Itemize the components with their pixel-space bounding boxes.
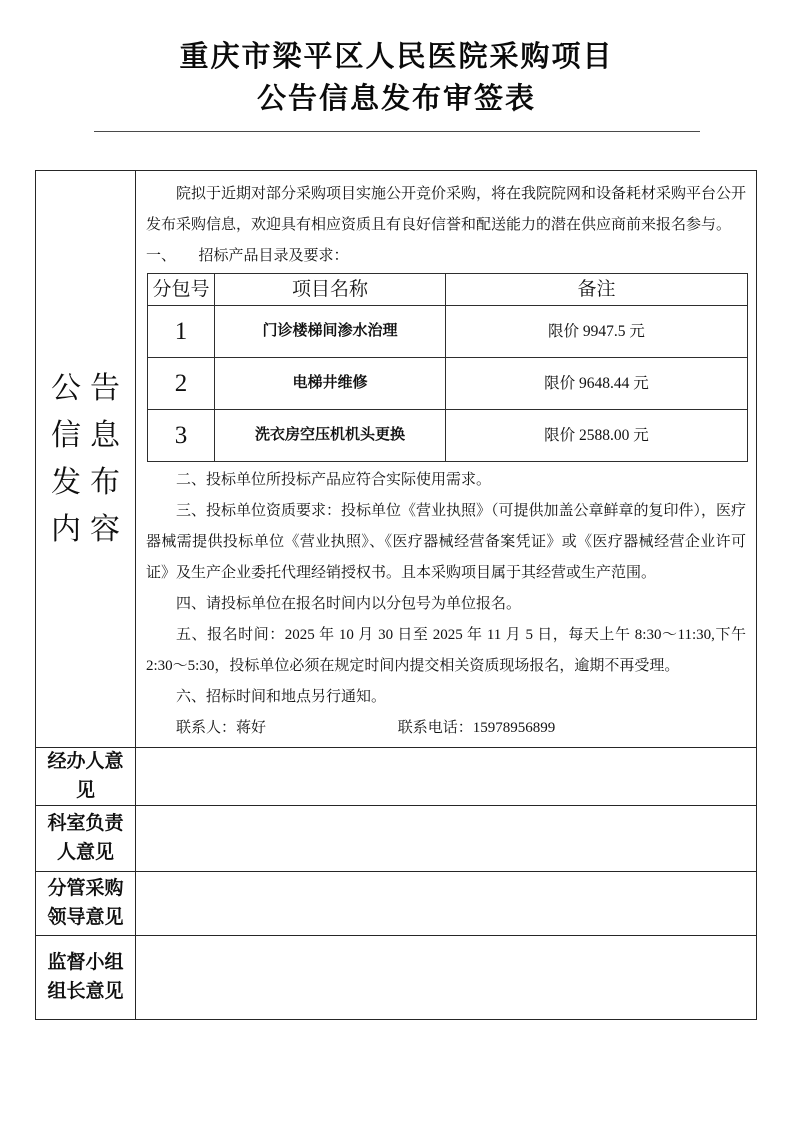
content-label (37, 365, 134, 553)
signature-label-supervision-group: 监督小组组长意见 (36, 936, 136, 1020)
project-name: 电梯井维修 (215, 358, 446, 410)
project-name: 门诊楼梯间渗水治理 (215, 306, 446, 358)
title-underline (94, 131, 700, 132)
signature-row-supervision-group (36, 936, 757, 1020)
title-line-2: 公告信息发布审签表 (256, 83, 536, 115)
signature-row-department-head (36, 806, 757, 872)
content-label-line: 发布 (51, 466, 129, 499)
signature-row-procurement-leader (36, 872, 757, 936)
column-header-project-name: 项目名称 (215, 274, 446, 306)
content-row (36, 171, 757, 748)
package-no: 3 (148, 410, 215, 462)
signature-label-procurement-leader: 分管采购领导意见 (36, 872, 136, 936)
project-name: 洗衣房空压机机头更换 (215, 410, 446, 462)
content-label-line: 信息 (51, 419, 129, 452)
intro-paragraph: 院拟于近期对部分采购项目实施公开竞价采购，将在我院院网和设备耗材采购平台公开发布采购信息，欢迎具有相应资质且有良好信誉和配送能力的潜在供应商前来报名参与。 (146, 186, 747, 233)
signature-space-supervision-group (136, 936, 757, 1020)
signature-space-procurement-leader (136, 872, 757, 936)
table-row (148, 306, 748, 358)
remark: 限价 9648.44 元 (446, 358, 748, 410)
content-label-cell (36, 171, 136, 748)
requirement-paragraph-6: 六、招标时间和地点另行通知。 (176, 689, 387, 705)
signature-row-handler (36, 748, 757, 806)
product-table-header-row (148, 274, 748, 306)
remark: 限价 9947.5 元 (446, 306, 748, 358)
package-no: 2 (148, 358, 215, 410)
contact-phone: 联系电话：15978956899 (397, 720, 556, 736)
title-line-1: 重庆市梁平区人民医院采购项目 (179, 41, 614, 73)
signature-space-handler (136, 748, 757, 806)
signature-label-handler: 经办人意见 (36, 748, 136, 806)
package-no: 1 (148, 306, 215, 358)
document-title (0, 0, 793, 120)
requirement-paragraph-4: 四、请投标单位在报名时间内以分包号为单位报名。 (176, 596, 522, 612)
requirement-paragraph-5: 五、报名时间：2025 年 10 月 30 日至 2025 年 11 月 5 日，每天上午 8:30～11:30,下午 2:30～5:30，投标单位必须在规定时间内提交相关资质现场报名，逾期不再受理。 (146, 627, 746, 674)
signature-space-department-head (136, 806, 757, 872)
requirement-paragraph-3: 三、投标单位资质要求：投标单位《营业执照》（可提供加盖公章鲜章的复印件），医疗器械需提供投标单位《营业执照》、《医疗器械经营备案凭证》或《医疗器械经营企业许可证》及生产企业委托代理经销授权书。且本采购项目属于其经营或生产范围。 (146, 503, 747, 581)
product-table (147, 273, 748, 462)
announcement-content-cell (136, 171, 757, 748)
column-header-remark: 备注 (446, 274, 748, 306)
table-row (148, 358, 748, 410)
approval-form-table (35, 170, 757, 1020)
table-row (148, 410, 748, 462)
remark: 限价 2588.00 元 (446, 410, 748, 462)
catalog-heading: 一、 招标产品目录及要求： (146, 248, 349, 264)
contact-person: 联系人：蒋好 (176, 720, 267, 736)
requirement-paragraph-2: 二、投标单位所投标产品应符合实际使用需求。 (176, 472, 492, 488)
column-header-package-no: 分包号 (148, 274, 215, 306)
content-label-line: 公告 (51, 372, 129, 405)
signature-label-department-head: 科室负责人意见 (36, 806, 136, 872)
content-label-line: 内容 (51, 513, 129, 546)
contact-line (146, 713, 746, 743)
